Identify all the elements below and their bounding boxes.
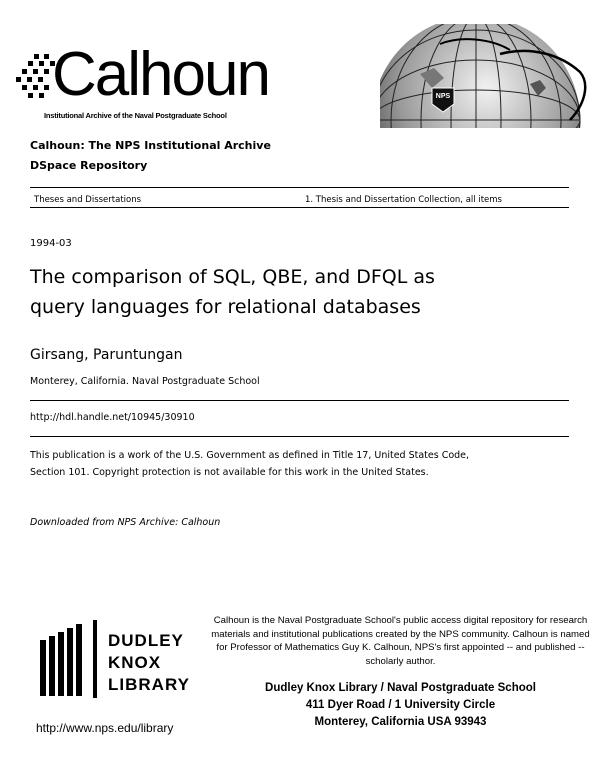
calhoun-description: Calhoun is the Naval Postgraduate School's public access digital repository for research materials and institutional publications created by the NPS community. Calhoun is named for Professor of Mathematics Guy K. Calhoun, NPS's first appointed -- and published -- scholarly author. [211,615,590,667]
library-word-2: KNOX [108,653,162,672]
calhoun-logo-subtitle: Institutional Archive of the Naval Postgraduate School [44,111,227,120]
divider [30,187,569,188]
dudley-knox-wordmark [108,630,190,696]
svg-text:NPS: NPS [435,93,451,100]
divider [30,400,569,401]
downloaded-note: Downloaded from NPS Archive: Calhoun [30,517,221,528]
repository-name: DSpace Repository [30,159,148,172]
breadcrumb-collection[interactable]: Theses and Dissertations [34,195,142,205]
record-author: Girsang, Paruntungan [30,347,183,363]
archive-title: Calhoun: The NPS Institutional Archive [30,139,271,152]
record-title: The comparison of SQL, QBE, and DFQL as query languages for relational databases [30,266,435,318]
dudley-knox-logo-icon [36,618,102,700]
globe-graphic [380,24,600,128]
address-line: Dudley Knox Library / Naval Postgraduate School [265,682,536,694]
library-word-1: DUDLEY [108,631,184,650]
library-url-link[interactable]: http://www.nps.edu/library [36,721,174,735]
address-line: Monterey, California USA 93943 [314,716,487,728]
divider [30,207,569,208]
breadcrumb-items[interactable]: 1. Thesis and Dissertation Collection, all items [305,195,502,205]
library-word-3: LIBRARY [108,675,190,694]
address-line: 411 Dyer Road / 1 University Circle [305,699,496,711]
record-date: 1994-03 [30,238,72,249]
library-address [208,680,593,731]
handle-link[interactable]: http://hdl.handle.net/10945/30910 [30,412,195,423]
calhoun-logo-text: Calhoun [52,40,269,109]
rights-statement: This publication is a work of the U.S. Government as defined in Title 17, United States Code, Section 101. Copyright protection is not available for this work in the United States. [30,450,470,478]
record-publisher: Monterey, California. Naval Postgraduate School [30,376,260,387]
divider [30,436,569,437]
